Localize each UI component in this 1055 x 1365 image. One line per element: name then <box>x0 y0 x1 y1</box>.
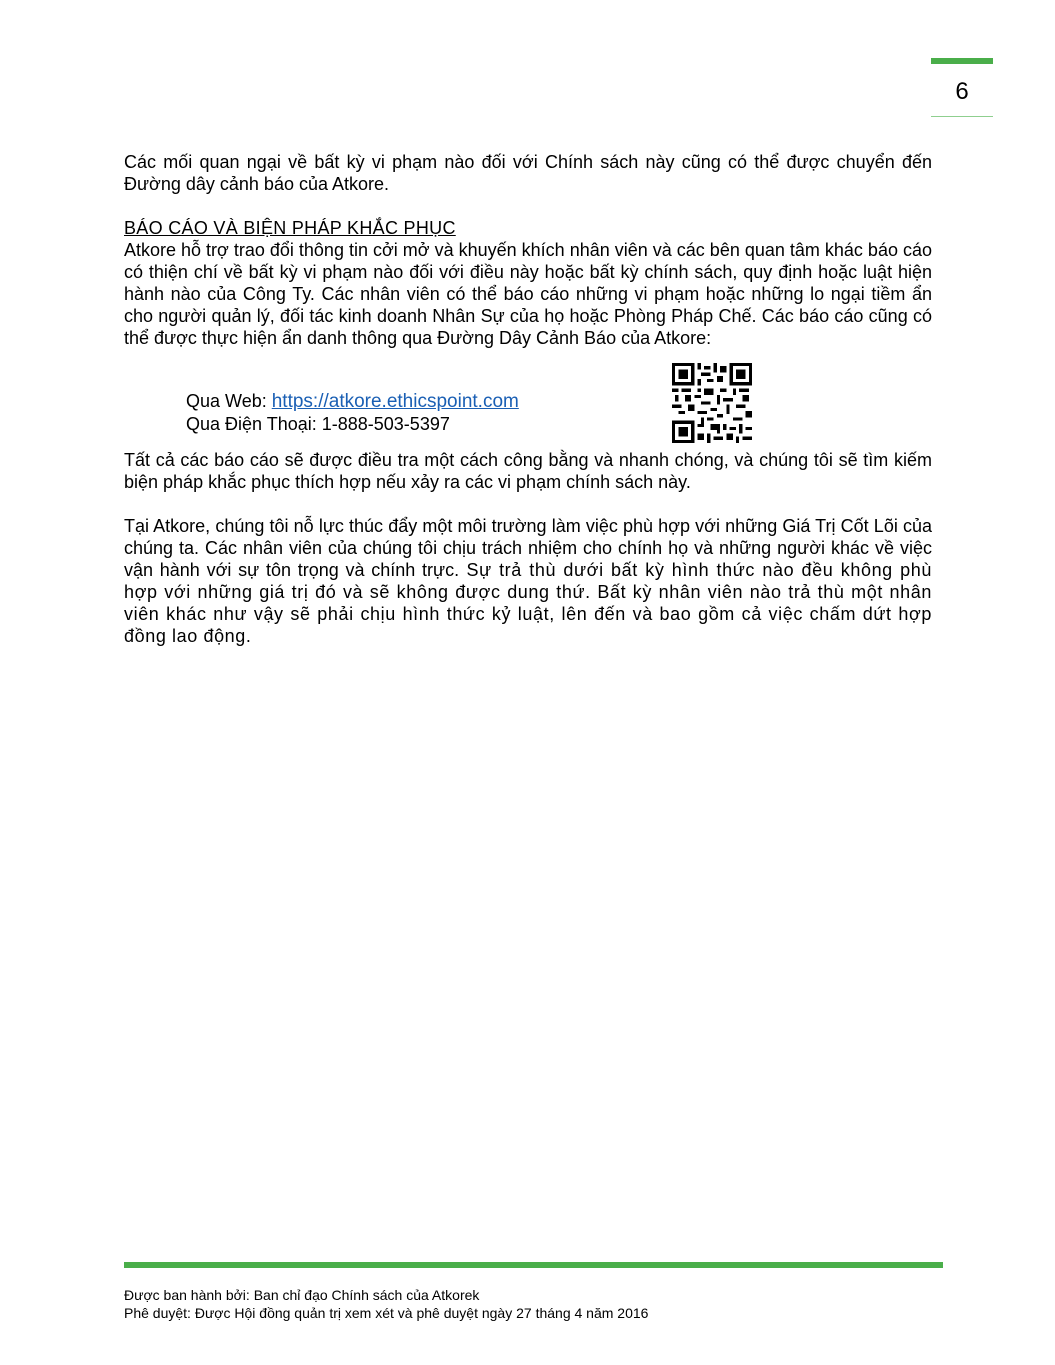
footer-approval: Phê duyệt: Được Hội đồng quản trị xem xét và phê duyệt ngày 27 tháng 4 năm 2016 <box>124 1305 649 1321</box>
footer <box>124 1286 648 1322</box>
footer-issued-by: Được ban hành bởi: Ban chỉ đạo Chính sách của Atkorek <box>124 1287 480 1303</box>
web-label: Qua Web: <box>186 391 272 411</box>
section-heading: BÁO CÁO VÀ BIỆN PHÁP KHẮC PHỤC <box>124 218 456 238</box>
paragraph-gap <box>124 195 932 217</box>
page-number-rule-top <box>931 58 993 64</box>
phone-line: Qua Điện Thoại: 1-888-503-5397 <box>186 414 450 434</box>
investigation-paragraph: Tất cả các báo cáo sẽ được điều tra một cách công bằng và nhanh chóng, và chúng tôi sẽ tìm kiếm biện pháp khắc phục thích hợp nếu xảy ra các vi phạm chính sách này. <box>124 450 932 492</box>
contact-lines <box>186 390 519 435</box>
page-number: 6 <box>955 78 969 105</box>
document-body <box>124 151 932 647</box>
web-line <box>186 390 519 413</box>
footer-rule <box>124 1262 943 1268</box>
qr-code-icon <box>672 363 752 443</box>
page-number-rule-bottom <box>931 116 993 117</box>
values-paragraph-part-a: Tại Atkore, chúng tôi nỗ lực thúc đẩy một môi trường làm việc phù hợp với những Giá Trị Cốt Lõi của chúng ta. Các nhân viên của chúng tôi chịu trách nhiệm cho chính họ và những người khác về việc vận hành với sự tôn trọng và chính trực. <box>124 516 932 580</box>
web-link[interactable]: https://atkore.ethicspoint.com <box>271 391 519 412</box>
values-paragraph-part-b: Sự trả thù dưới bất kỳ hình thức nào đều không phù hợp với những giá trị đó và sẽ không được dung thứ. Bất kỳ nhân viên nào trả thù một nhân viên khác như vậy sẽ phải chịu hình thức kỷ luật, lên đến và bao gồm cả việc chấm dứt hợp đồng lao động. <box>124 560 932 646</box>
section-body: Atkore hỗ trợ trao đổi thông tin cởi mở và khuyến khích nhân viên và các bên quan tâm khác báo cáo có thiện chí về bất kỳ vi phạm nào đối với điều này hoặc bất kỳ chính sách, quy định hoặc luật hiện hành nào của Công Ty. Các nhân viên có thể báo cáo những vi phạm hoặc những lo ngại tiềm ẩn cho người quản lý, đối tác kinh doanh Nhân Sự của họ hoặc Phòng Pháp Chế. Các báo cáo cũng có thể được thực hiện ẩn danh thông qua Đường Dây Cảnh Báo của Atkore: <box>124 240 932 348</box>
intro-paragraph: Các mối quan ngại về bất kỳ vi phạm nào đối với Chính sách này cũng có thể được chuyển đến Đường dây cảnh báo của Atkore. <box>124 152 932 194</box>
paragraph-gap <box>124 493 932 515</box>
values-paragraph <box>124 515 932 647</box>
contact-block <box>124 349 932 449</box>
page-number-box <box>931 58 993 118</box>
